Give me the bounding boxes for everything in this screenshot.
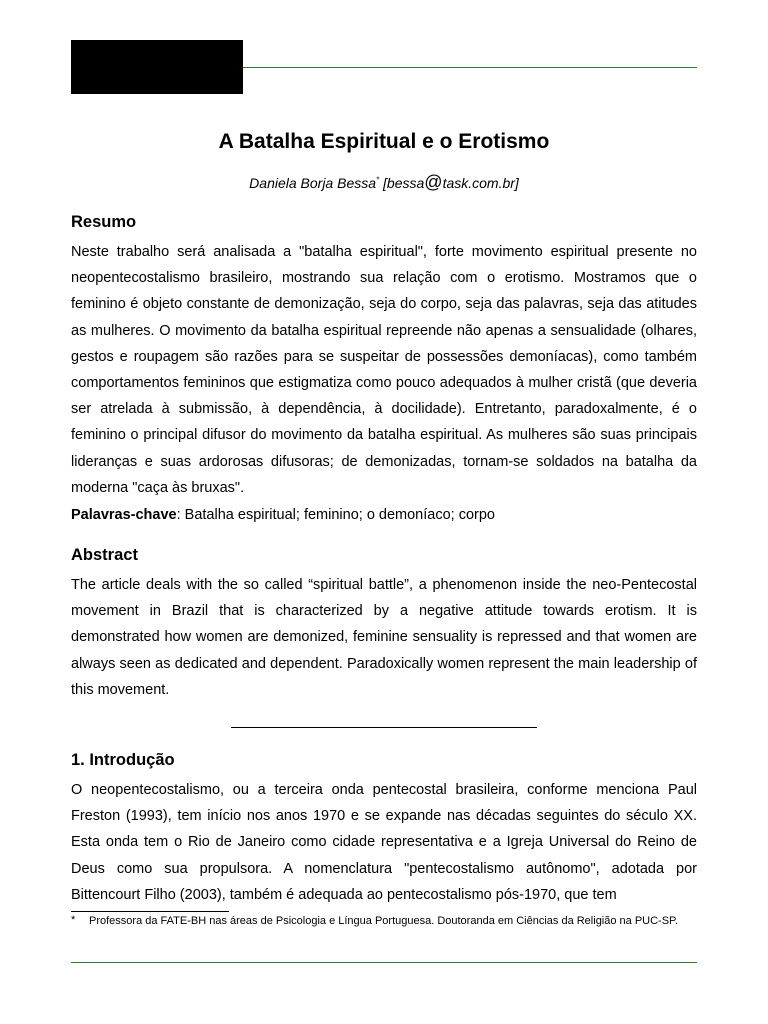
paper-title: A Batalha Espiritual e o Erotismo <box>218 130 550 153</box>
keywords-line <box>71 502 697 528</box>
abstract-heading: Abstract <box>71 546 138 564</box>
section-separator <box>231 727 537 728</box>
author-line <box>0 172 768 193</box>
author-footnote-mark: * <box>376 175 380 185</box>
footer-rule <box>71 962 697 963</box>
footnote-rule <box>71 911 229 912</box>
author-email-prefix: [bessa <box>383 175 425 191</box>
keywords-label: Palavras-chave <box>71 507 177 523</box>
abstract-text: The article deals with the so called “spiritual battle”, a phenomenon inside the neo-Pentecostal movement in Brazil that is characterized by a negative attitude towards erotism. It is demonstrated how women are demonized, feminine sensuality is repressed and that women are always seen as dedicated and dependent. Paradoxically women represent the main leadership of this movement. <box>71 577 697 698</box>
footnote-mark: * <box>71 914 76 926</box>
footnote-text: Professora da FATE-BH nas áreas de Psicologia e Língua Portuguesa. Doutoranda em Ciências da Religião na PUC-SP. <box>89 915 679 927</box>
author-email-at: @ <box>424 172 443 192</box>
header-black-box <box>71 40 243 94</box>
resumo-text: Neste trabalho será analisada a "batalha espiritual", forte movimento espiritual presente no neopentecostalismo brasileiro, mostrando sua relação com o erotismo. Mostramos que o feminino é objeto constante de demonização, seja do corpo, seja das palavras, seja das atitudes as mulheres. O movimento da batalha espiritual repreende não apenas a sensualidade (olhares, gestos e roupagem são razões para se suspeitar de possessões demoníacas), como também comportamentos femininos que estigmatiza como pouco adequados à mulher cristã (que deveria ser atrelada à submissão, à dependência, à docilidade). Entretanto, paradoxalmente, é o feminino o principal difusor do movimento da batalha espiritual. As mulheres são suas principais lideranças e suas ardorosas difusoras; de demonizadas, tornam-se soldados na batalha da moderna "caça às bruxas". <box>71 244 697 496</box>
keywords-values: : Batalha espiritual; feminino; o demoníaco; corpo <box>176 507 495 523</box>
author-name: Daniela Borja Bessa <box>249 175 377 191</box>
header-rule <box>243 67 697 68</box>
intro-heading: 1. Introdução <box>71 751 175 769</box>
intro-text: O neopentecostalismo, ou a terceira onda pentecostal brasileira, conforme menciona Paul Freston (1993), tem início nos anos 1970 e se expande nas décadas seguintes do século XX. Esta onda tem o Rio de Janeiro como cidade representativa e a Igreja Universal do Reino de Deus como sua propulsora. A nomenclatura "pentecostalismo autônomo", adotada por Bittencourt Filho (2003), também é adequada ao pentecostalismo pós-1970, que tem <box>71 782 697 903</box>
author-email-suffix: task.com.br] <box>442 175 519 191</box>
resumo-heading: Resumo <box>71 213 137 231</box>
